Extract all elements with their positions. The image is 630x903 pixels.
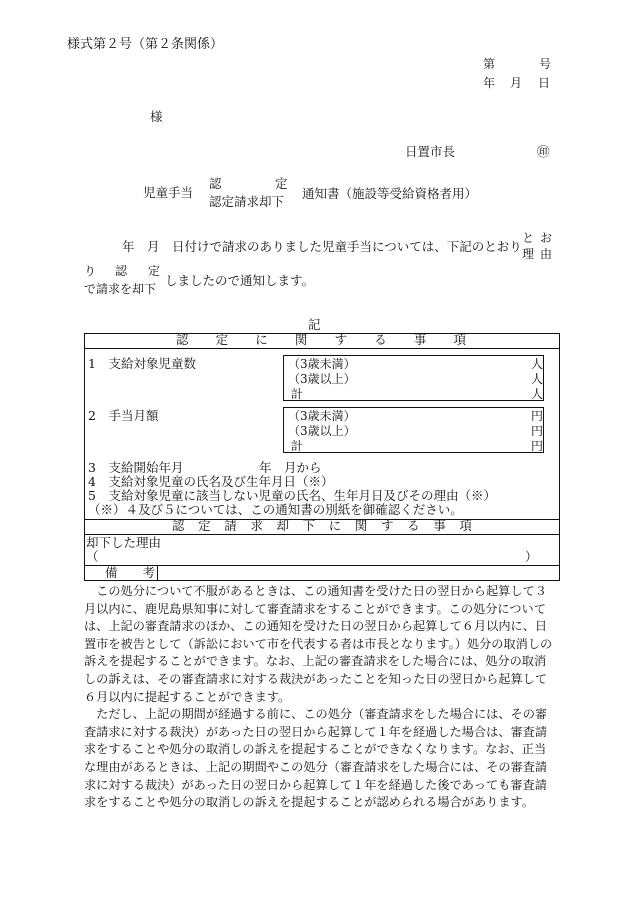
intro-sub-o: お <box>540 231 553 245</box>
title-option-nintei-1: 認 <box>209 176 222 191</box>
amount-over3-unit: 円 <box>531 424 544 438</box>
title-suffix: 通知書（施設等受給資格者用） <box>302 186 478 201</box>
intro-cont-ri: り <box>84 264 97 278</box>
header-char: 却 <box>276 518 290 533</box>
child-count-total-label: 計 <box>291 387 304 401</box>
child-count-total-unit: 人 <box>531 387 544 401</box>
intro-sub-ri: 理 <box>522 247 535 261</box>
intro-sub-to: と <box>522 231 535 245</box>
item-monthly-amount-label: 2 手当月額 <box>88 408 159 423</box>
header-char: 事 <box>413 332 427 347</box>
header-char: 項 <box>459 518 472 533</box>
remarks-divider <box>157 565 158 581</box>
child-count-under3-unit: 人 <box>531 357 544 371</box>
title-option-nintei-2: 定 <box>275 176 288 191</box>
section-kyakka-header <box>172 520 472 533</box>
date-day: 日 <box>538 76 551 90</box>
header-char: る <box>374 332 387 347</box>
amount-under3-label: （3歳未満） <box>288 409 356 423</box>
attachment-note: （※）４及び５については、この通知書の別紙を御確認ください。 <box>88 502 463 517</box>
intro-cont-kyakka: で請求を却下 <box>84 282 157 296</box>
header-char: 認 <box>172 518 185 533</box>
header-char: に <box>255 332 268 347</box>
form-number-label: 様式第２号（第２条関係） <box>67 37 224 52</box>
appeal-notice <box>84 583 558 812</box>
header-char: 下 <box>302 518 316 533</box>
item-non-eligible-children: 5 支給対象児童に該当しない児童の氏名、生年月日及びその理由（※） <box>88 488 496 503</box>
header-char: 関 <box>294 332 308 347</box>
amount-total-unit: 円 <box>531 439 544 453</box>
header-char: る <box>407 518 420 533</box>
header-char: 請 <box>224 518 237 533</box>
header-char: に <box>328 518 342 533</box>
section-nintei-header <box>176 334 466 347</box>
intro-line-1: 年 月 日付けで請求のありました児童手当については、下記のとおり <box>122 239 522 254</box>
item-start-month-label: 3 支給開始年月 <box>88 460 184 475</box>
item-child-count-label: 1 支給対象児童数 <box>88 356 196 371</box>
header-char: 項 <box>453 332 466 347</box>
header-char: す <box>381 518 394 533</box>
amount-total-label: 計 <box>291 439 304 453</box>
amount-under3-unit: 円 <box>531 409 544 423</box>
header-char: す <box>334 332 348 347</box>
date-month: 月 <box>510 76 523 90</box>
rejection-reason-label: 却下した理由 <box>86 535 162 550</box>
child-count-over3-unit: 人 <box>531 372 544 386</box>
section-nintei-divider <box>84 348 560 349</box>
header-char: 事 <box>433 518 446 533</box>
remarks-row <box>84 565 560 581</box>
notice-number-suffix: 号 <box>539 57 552 71</box>
header-char: 定 <box>215 332 229 347</box>
appeal-notice-paragraph-2: ただし、上記の期間が経過する前に、この処分（審査請求をした場合には、その審査請求に対する裁決）があった日の翌日から起算して１年を経過した場合は、審査請求をすることや処分の取消しの訴えを提起することができなくなります。なお、正当な理由があるときは、上記の期間やこの処分（審査請求をした場合には、その審査請求に対する裁決）があった日の翌日から起算して１年を経過した後であっても審査請求をすることや処分の取消しの訴えを提起することが認められる場合があります。 <box>84 707 548 810</box>
notice-number-prefix: 第 <box>483 57 496 71</box>
item-start-month-value: 年 月から <box>259 460 322 475</box>
remarks-label: 備 考 <box>105 565 156 580</box>
rejection-reason-open: （ <box>86 549 99 564</box>
child-count-under3-label: （3歳未満） <box>288 357 356 371</box>
header-char: 定 <box>198 518 211 533</box>
date-year: 年 <box>483 76 496 90</box>
intro-cont-tei: 定 <box>148 264 161 278</box>
header-char: 認 <box>176 332 189 347</box>
item-child-names: 4 支給対象児童の氏名及び生年月日（※） <box>88 474 334 489</box>
seal-mark: ㊞ <box>537 144 550 159</box>
addressee-suffix: 様 <box>150 109 163 124</box>
child-count-over3-label: （3歳以上） <box>288 372 356 386</box>
intro-cont-nin: 認 <box>115 264 128 278</box>
amount-over3-label: （3歳以上） <box>288 424 356 438</box>
ki-heading: 記 <box>308 317 321 332</box>
header-char: 求 <box>250 518 263 533</box>
issuer-name: 日置市長 <box>405 144 456 159</box>
header-char: 関 <box>354 518 368 533</box>
appeal-notice-paragraph-1: この処分について不服があるときは、この通知書を受けた日の翌日から起算して３月以内に、鹿児島県知事に対して審査請求をすることができます。この処分については、上記の審査請求のほか、この通知を受けた日の翌日から起算して６月以内に、日置市を被告として（訴訟において市を代表する者は市長となります。）処分の取消しの訴えを提起することができます。なお、上記の審査請求をした場合には、処分の取消しの訴えは、その審査請求に対する裁決があったことを知った日の翌日から起算して６月以内に提起することができます。 <box>84 584 553 704</box>
title-prefix: 児童手当 <box>143 185 194 200</box>
title-option-kyakka: 認定請求却下 <box>209 194 285 209</box>
intro-line-2: しましたので通知します。 <box>165 273 315 288</box>
intro-sub-yu: 由 <box>540 247 553 261</box>
rejection-reason-close: ） <box>525 549 538 564</box>
